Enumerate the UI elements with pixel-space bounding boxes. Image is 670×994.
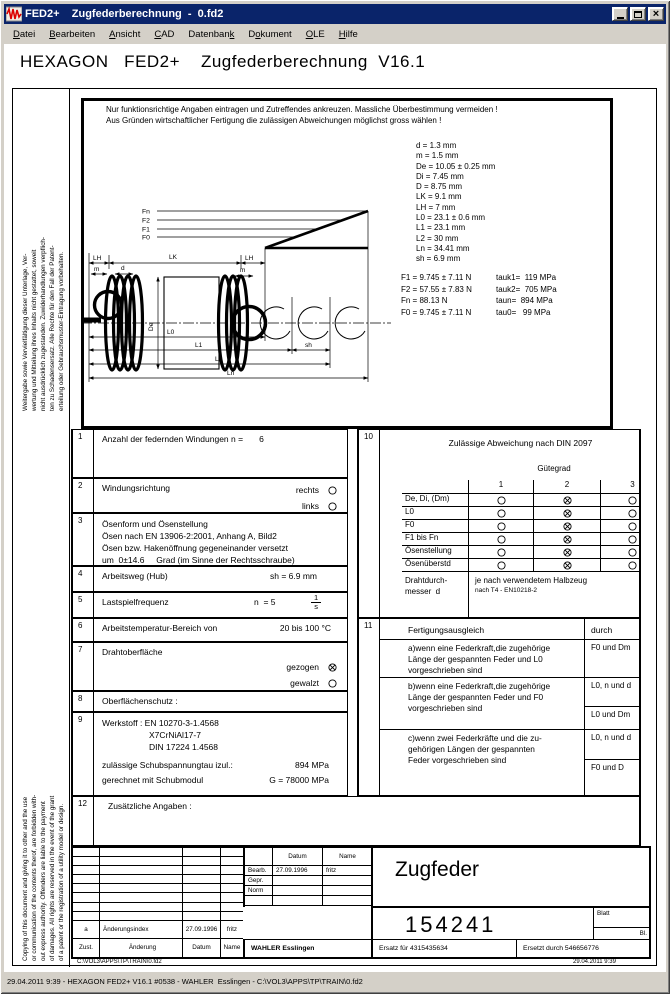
guetegrad-col-1: 1 (469, 480, 534, 493)
minimize-button[interactable] (612, 7, 628, 21)
dim-label-m-right: m (240, 267, 246, 274)
zusaetzliche-angaben-label: Zusätzliche Angaben : (108, 801, 192, 811)
menu-ole[interactable]: OLE (305, 29, 325, 40)
section-number: 6 (73, 619, 94, 641)
abweichung-row-label: L0 (402, 506, 469, 519)
section-arbeitstemperatur (71, 618, 348, 642)
section-fertigungsausgleich (357, 618, 641, 796)
guetegrad-col-2: 2 (534, 480, 601, 493)
section-oberflaechenschutz (71, 691, 348, 712)
checked-circle (534, 558, 601, 571)
checked-circle (534, 545, 601, 558)
werkstoff-line: Werkstoff : EN 10270-3-1.4568 (102, 718, 219, 728)
oberflaechenschutz-label: Oberflächenschutz : (102, 696, 178, 706)
abweichung-row-label: Ösenstellung (402, 545, 469, 558)
durch-cell: L0, n und d (585, 677, 641, 706)
menu-bearbeiten[interactable]: Bearbeiten (49, 29, 96, 40)
checked-circle (534, 519, 601, 532)
dimension-values: d = 1.3 mm m = 1.5 mm De = 10.05 ± 0.25 mm Di = 7.45 mm D = 8.75 mm LK = 9.1 mm LH = 7 mm L0 = 23.1 ± 0.6 mm L1 = 23.1 mm L2 = 30 mm Ln = 34.41 mm sh = 6.9 mm (416, 141, 496, 264)
ersatz-fuer: Ersatz für 4315435634 (373, 940, 517, 957)
abweichung-row-label: F0 (402, 519, 469, 532)
empty-circle (469, 545, 534, 558)
temperatur-label: Arbeitstemperatur-Bereich von (102, 623, 218, 633)
force-label-f0: F0 (142, 234, 150, 242)
lastspielfrequenz-label: Lastspielfrequenz (102, 597, 169, 607)
section-number: 8 (73, 692, 94, 711)
empty-circle (601, 532, 641, 545)
margin-note-german: Weitergabe sowie Vervielfältigung dieser Unterlage, Ver- wertung und Mitteilung ihres Inhalts nicht gestattet, soweit nicht ausdrücklich zugestanden. Zuwiderhandlungen verpflich- ten zu Schadensersatz. Alle Rechte für den Fall der Patent- erteilung oder Gebrauchsmuster-Eintragung vorbehalten. (22, 237, 65, 411)
option-gewalzt-label: gewalzt (290, 678, 319, 688)
section-abweichung (357, 429, 641, 618)
option-links-label: links (301, 501, 319, 511)
section-zusaetzliche-angaben (71, 796, 641, 846)
section-drahtoberflaeche (71, 642, 348, 691)
datetime-footer: 29.04.2011 9:39 (573, 959, 616, 965)
ersetzt-durch: Ersetzt durch 546656776 (523, 945, 599, 952)
durch-cell: L0 und Dm (585, 706, 641, 729)
dim-label-sh: sh (305, 342, 312, 349)
dim-label-l2: L2 (215, 356, 223, 363)
lastspielfrequenz-value: n = 5 (254, 597, 276, 607)
windungen-label: Anzahl der federnden Windungen n = (102, 434, 244, 444)
arbeitsweg-label: Arbeitsweg (Hub) (102, 571, 168, 581)
radio-links (328, 502, 337, 511)
fertigungsausgleich-label: Fertigungsausgleich (408, 625, 485, 635)
menu-dokument[interactable]: Dokument (248, 29, 292, 40)
dim-label-ln: Ln (227, 370, 235, 377)
schubspannung-label: zulässige Schubspannungtau izul.: (102, 760, 233, 770)
section-number: 2 (73, 479, 94, 512)
section-number: 7 (73, 643, 94, 690)
page-title: HEXAGON FED2+ Zugfederberechnung V16.1 (20, 52, 426, 71)
datum-header: Datum (273, 848, 323, 866)
section-number: 4 (73, 567, 94, 591)
bearb-datum: 27.09.1996 (273, 866, 323, 876)
app-icon (6, 6, 22, 22)
oesenform-text: Ösenform und Ösenstellung Ösen nach EN 13906-2:2001, Anhang A, Bild2 Ösen bzw. Hakenöffnung gegeneinander versetzt um 0±14.6 Grad (im Sinne der Rechtsschraube) (102, 519, 295, 565)
drahtdurchmesser-label: Drahtdurch- messer d (402, 572, 469, 617)
menu-hilfe[interactable]: Hilfe (338, 29, 358, 40)
menu-datenbank[interactable]: Datenbank (188, 29, 235, 40)
approval-table (243, 848, 371, 907)
checked-circle (534, 493, 601, 506)
durch-header: durch (591, 625, 613, 635)
dim-label-l0: L0 (167, 329, 175, 336)
margin-note-english: Copying of this document and giving it to other and the use or communication of the contents therof, are forbidden with- out express authority. Offenders are liable to the payment of damages. All rights are reserved in the event of the grant of a patent or the registration of a utility model or design. (22, 794, 65, 961)
empty-circle (601, 519, 641, 532)
empty-circle (469, 558, 534, 571)
section-oesenform (71, 513, 348, 566)
section-number: 3 (73, 514, 94, 565)
blatt-box (593, 908, 651, 939)
bearb-name: fritz (323, 866, 371, 876)
durch-cell: F0 und D (585, 759, 641, 795)
windungsrichtung-label: Windungsrichtung (102, 483, 171, 493)
bl-label: Bl. (639, 930, 647, 937)
case-b-text: b)wenn eine Federkraft,die zugehörige Länge der gespannten Feder und F0 vorgeschrieben sind (408, 681, 551, 713)
file-path-footer: C:\VOL3\APPS\TP\TRAIN\0.fd2 (77, 959, 162, 965)
section-number: 1 (73, 430, 94, 477)
force-values (401, 272, 557, 318)
force-row: Fn = 88.13 N taun= 894 MPa (401, 296, 553, 306)
menu-datei[interactable]: Datei (13, 29, 36, 40)
drahtoberflaeche-label: Drahtoberfläche (102, 647, 163, 657)
section-windungsrichtung (71, 478, 348, 513)
drawing-page (12, 88, 657, 966)
schubmodul-label: gerechnet mit Schubmodul (102, 775, 204, 785)
maximize-icon (634, 11, 642, 18)
section-number: 11 (359, 619, 380, 795)
bearb-label: Bearb. (245, 866, 273, 876)
part-number: 154241 (405, 912, 497, 937)
section-number: 10 (359, 430, 380, 617)
force-label-f1: F1 (142, 226, 150, 234)
case-c-text: c)wenn zwei Federkräfte und die zu- gehörigen Längen der gespannten Feder vorgeschrieben sind (408, 733, 542, 765)
section-lastspielfrequenz (71, 592, 348, 618)
window-title: FED2+ Zugfederberechnung - 0.fd2 (25, 8, 224, 20)
blatt-label: Blatt (597, 910, 610, 917)
section-arbeitsweg (71, 566, 348, 592)
company-name: WAHLER Esslingen (243, 939, 371, 957)
halbzeug-text: je nach verwendetem Halbzeug nach T4 - EN10218-2 (475, 576, 588, 594)
section-number: 5 (73, 593, 94, 617)
durch-column (584, 619, 641, 795)
guetegrad-table (402, 480, 641, 571)
force-label-f2: F2 (142, 217, 150, 225)
empty-circle (469, 493, 534, 506)
empty-circle (469, 506, 534, 519)
schubmodul-value: G = 78000 MPa (269, 775, 329, 785)
temperatur-value: 20 bis 100 °C (279, 623, 331, 633)
checked-circle (534, 506, 601, 519)
empty-circle (469, 519, 534, 532)
checked-circle (534, 532, 601, 545)
schubspannung-value: 894 MPa (294, 760, 329, 770)
margin-divider (69, 89, 70, 967)
section-werkstoff (71, 712, 348, 796)
spring-drawing (79, 189, 401, 401)
empty-circle (601, 545, 641, 558)
durch-cell: L0, n und d (585, 729, 641, 759)
empty-circle (469, 532, 534, 545)
section-number: 9 (73, 713, 94, 795)
title-bar[interactable] (4, 4, 666, 24)
title-block-right (371, 848, 649, 957)
radio-rechts (328, 486, 337, 495)
note-text: Nur funktionsrichtige Angaben eintragen und Zutreffendes ankreuzen. Massliche Überbestimmung vermeiden ! Aus Gründen wirtschaftlicher Fertigung die zulässigen Abweichungen möglichst gross wählen ! (106, 105, 498, 125)
menu-ansicht[interactable]: Ansicht (109, 29, 141, 40)
dim-label-d: d (121, 265, 125, 272)
section-number: 12 (73, 797, 94, 845)
maximize-button[interactable] (630, 7, 646, 21)
revision-header-row: Zust. Änderung Datum Name (73, 939, 243, 957)
dim-label-l1: L1 (195, 342, 203, 349)
menu-bar (4, 25, 666, 44)
empty-circle (601, 493, 641, 506)
option-gezogen-label: gezogen (286, 662, 319, 672)
force-row: F2 = 57.55 ± 7.83 N tauk2= 705 MPa (401, 284, 557, 294)
option-rechts-label: rechts (295, 485, 319, 495)
status-bar: 29.04.2011 9:39 - HEXAGON FED2+ V16.1 #0538 - WAHLER Esslingen - C:\VOL3\APPS\TP\TRAIN\0.fd2 (4, 974, 666, 990)
force-row: F0 = 9.745 ± 7.11 N tau0= 99 MPa (401, 307, 551, 317)
close-button[interactable] (648, 7, 664, 21)
checkbox-gezogen (328, 663, 337, 672)
force-diagram (142, 209, 368, 249)
revision-a-row: a Änderungsindex 27.09.1996 fritz (73, 921, 243, 939)
minimize-icon (617, 17, 624, 19)
empty-circle (601, 506, 641, 519)
dim-label-lh-right: LH (245, 255, 254, 262)
dim-label-de: De (148, 322, 155, 331)
norm-label: Norm (245, 886, 273, 896)
gepr-label: Gepr. (245, 876, 273, 886)
menu-cad[interactable]: CAD (154, 29, 175, 40)
abweichung-row-label: Ösenüberstd (402, 558, 469, 571)
dim-label-lh-left: LH (93, 255, 102, 262)
abweichung-title: Zulässige Abweichung nach DIN 2097 (448, 438, 593, 448)
abweichung-row-label: F1 bis Fn (402, 532, 469, 545)
frequency-unit-fraction: $\frac{1}{s}$ (311, 594, 321, 611)
durch-cell: F0 und Dm (585, 639, 641, 677)
empty-circle (601, 558, 641, 571)
title-block (71, 846, 651, 959)
checkbox-gewalzt (328, 679, 337, 688)
close-icon: × (652, 7, 660, 20)
guetegrad-label: Gütegrad (537, 464, 571, 473)
section-windungen (71, 429, 348, 478)
part-title: Zugfeder (395, 858, 480, 881)
dim-label-lk: LK (169, 254, 177, 261)
windungen-value: 6 (259, 434, 264, 444)
revision-empty-rows (73, 848, 243, 921)
guetegrad-col-3: 3 (630, 480, 635, 489)
case-a-text: a)wenn eine Federkraft,die zugehörige Länge der gespannten Feder und L0 vorgeschrieben sind (408, 643, 551, 675)
arbeitsweg-value: sh = 6.9 mm (269, 571, 317, 581)
abweichung-row-label: De, Di, (Dm) (402, 493, 469, 506)
werkstoff-line: X7CrNiAl17-7 (149, 730, 201, 740)
force-label-fn: Fn (142, 208, 150, 216)
werkstoff-line: DIN 17224 1.4568 (149, 742, 218, 752)
force-row: F1 = 9.745 ± 7.11 N tauk1= 119 MPa (401, 273, 557, 282)
name-header: Name (323, 848, 371, 866)
dim-label-m-left: m (94, 266, 100, 273)
